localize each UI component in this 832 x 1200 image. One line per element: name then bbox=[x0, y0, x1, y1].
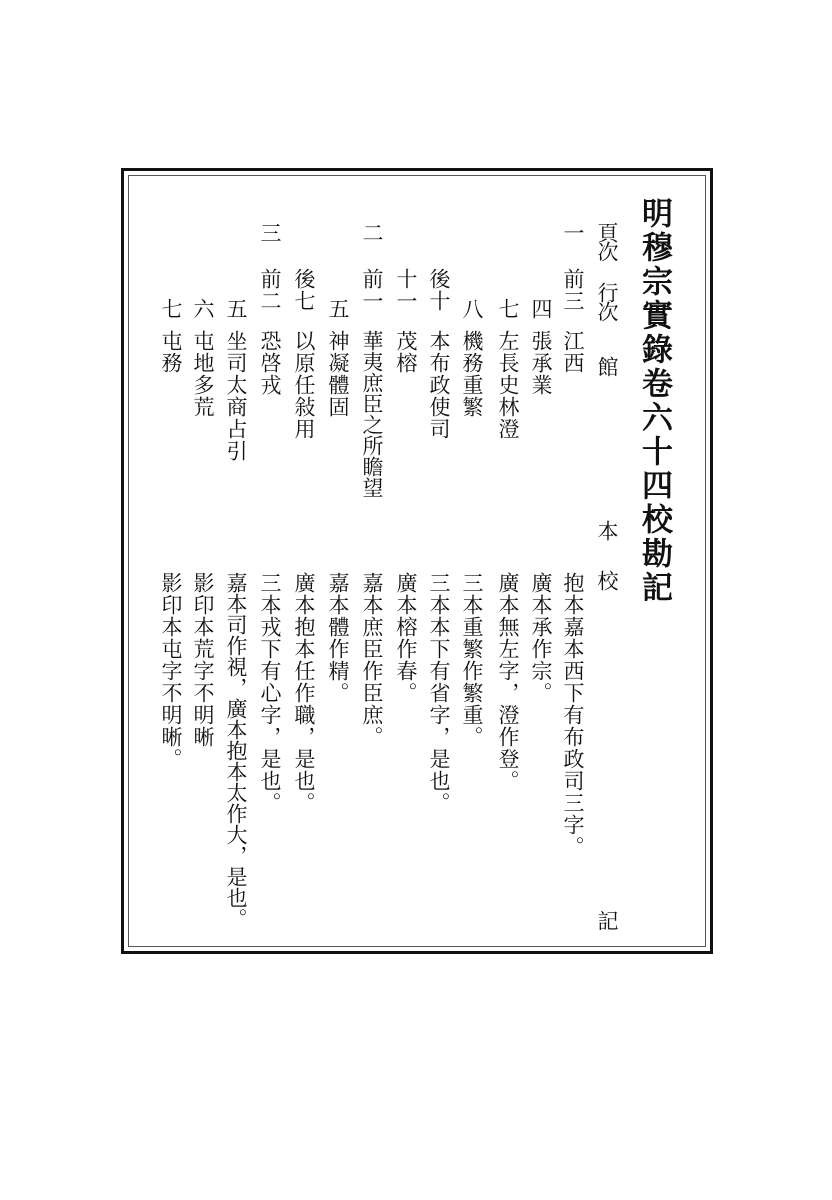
line-number: 十一 bbox=[394, 268, 418, 312]
line-number: 七 bbox=[496, 298, 520, 320]
page-number: 二 bbox=[360, 222, 384, 244]
original-text: 華夷庶臣之所瞻望 bbox=[360, 330, 384, 498]
collation-note: 影印本荒字不明晰 bbox=[191, 572, 215, 748]
line-number: 五 bbox=[224, 298, 248, 320]
collation-note: 廣本抱本任作職，是也。 bbox=[292, 572, 316, 814]
line-number: 前三 bbox=[561, 268, 585, 312]
header-hall: 館 bbox=[595, 356, 619, 377]
line-number: 八 bbox=[460, 298, 484, 320]
original-text: 屯務 bbox=[159, 330, 183, 374]
line-number: 後十 bbox=[427, 268, 451, 312]
line-number: 前一 bbox=[360, 268, 384, 312]
collation-note: 嘉本庶臣作臣庶。 bbox=[360, 572, 384, 748]
collation-note: 廣本承作宗。 bbox=[529, 572, 553, 704]
header-ben: 本 bbox=[595, 520, 619, 541]
original-text: 江西 bbox=[561, 330, 585, 374]
collation-note: 嘉本體作精。 bbox=[326, 572, 350, 704]
collation-note: 抱本嘉本西下有布政司三字。 bbox=[561, 572, 585, 858]
original-text: 茂榕 bbox=[394, 330, 418, 374]
collation-note: 影印本屯字不明晰。 bbox=[159, 572, 183, 770]
header-label: 頁次 行次 bbox=[595, 222, 619, 320]
original-text: 屯地多荒 bbox=[191, 330, 215, 418]
line-number: 後七 bbox=[292, 268, 316, 312]
original-text: 左長史林澄 bbox=[496, 330, 520, 440]
original-text: 坐司太商占引 bbox=[224, 330, 248, 462]
collation-note: 廣本榕作春。 bbox=[394, 572, 418, 704]
line-number: 前二 bbox=[258, 268, 282, 312]
header-jiao: 校 bbox=[595, 570, 619, 591]
original-text: 恐啓戎 bbox=[258, 330, 282, 396]
line-number: 四 bbox=[529, 298, 553, 320]
original-text: 神凝體固 bbox=[326, 330, 350, 418]
page-number: 一 bbox=[561, 222, 585, 244]
line-number: 七 bbox=[159, 298, 183, 320]
page-number: 三 bbox=[258, 222, 282, 244]
original-text: 本布政使司 bbox=[427, 330, 451, 440]
collation-note: 三本本下有省字，是也。 bbox=[427, 572, 451, 814]
original-text: 張承業 bbox=[529, 330, 553, 396]
page-title: 明穆宗實錄卷六十四校勘記 bbox=[636, 197, 672, 605]
collation-note: 嘉本司作視，廣本抱本太作大，是也。 bbox=[224, 572, 248, 929]
line-number: 六 bbox=[191, 298, 215, 320]
original-text: 機務重繁 bbox=[460, 330, 484, 418]
collation-note: 三本戎下有心字，是也。 bbox=[258, 572, 282, 814]
header-ji: 記 bbox=[595, 910, 619, 931]
line-number: 五 bbox=[326, 298, 350, 320]
original-text: 以原任敍用 bbox=[292, 330, 316, 440]
collation-note: 廣本無左字，澄作登。 bbox=[496, 572, 520, 792]
collation-note: 三本重繁作繁重。 bbox=[460, 572, 484, 748]
